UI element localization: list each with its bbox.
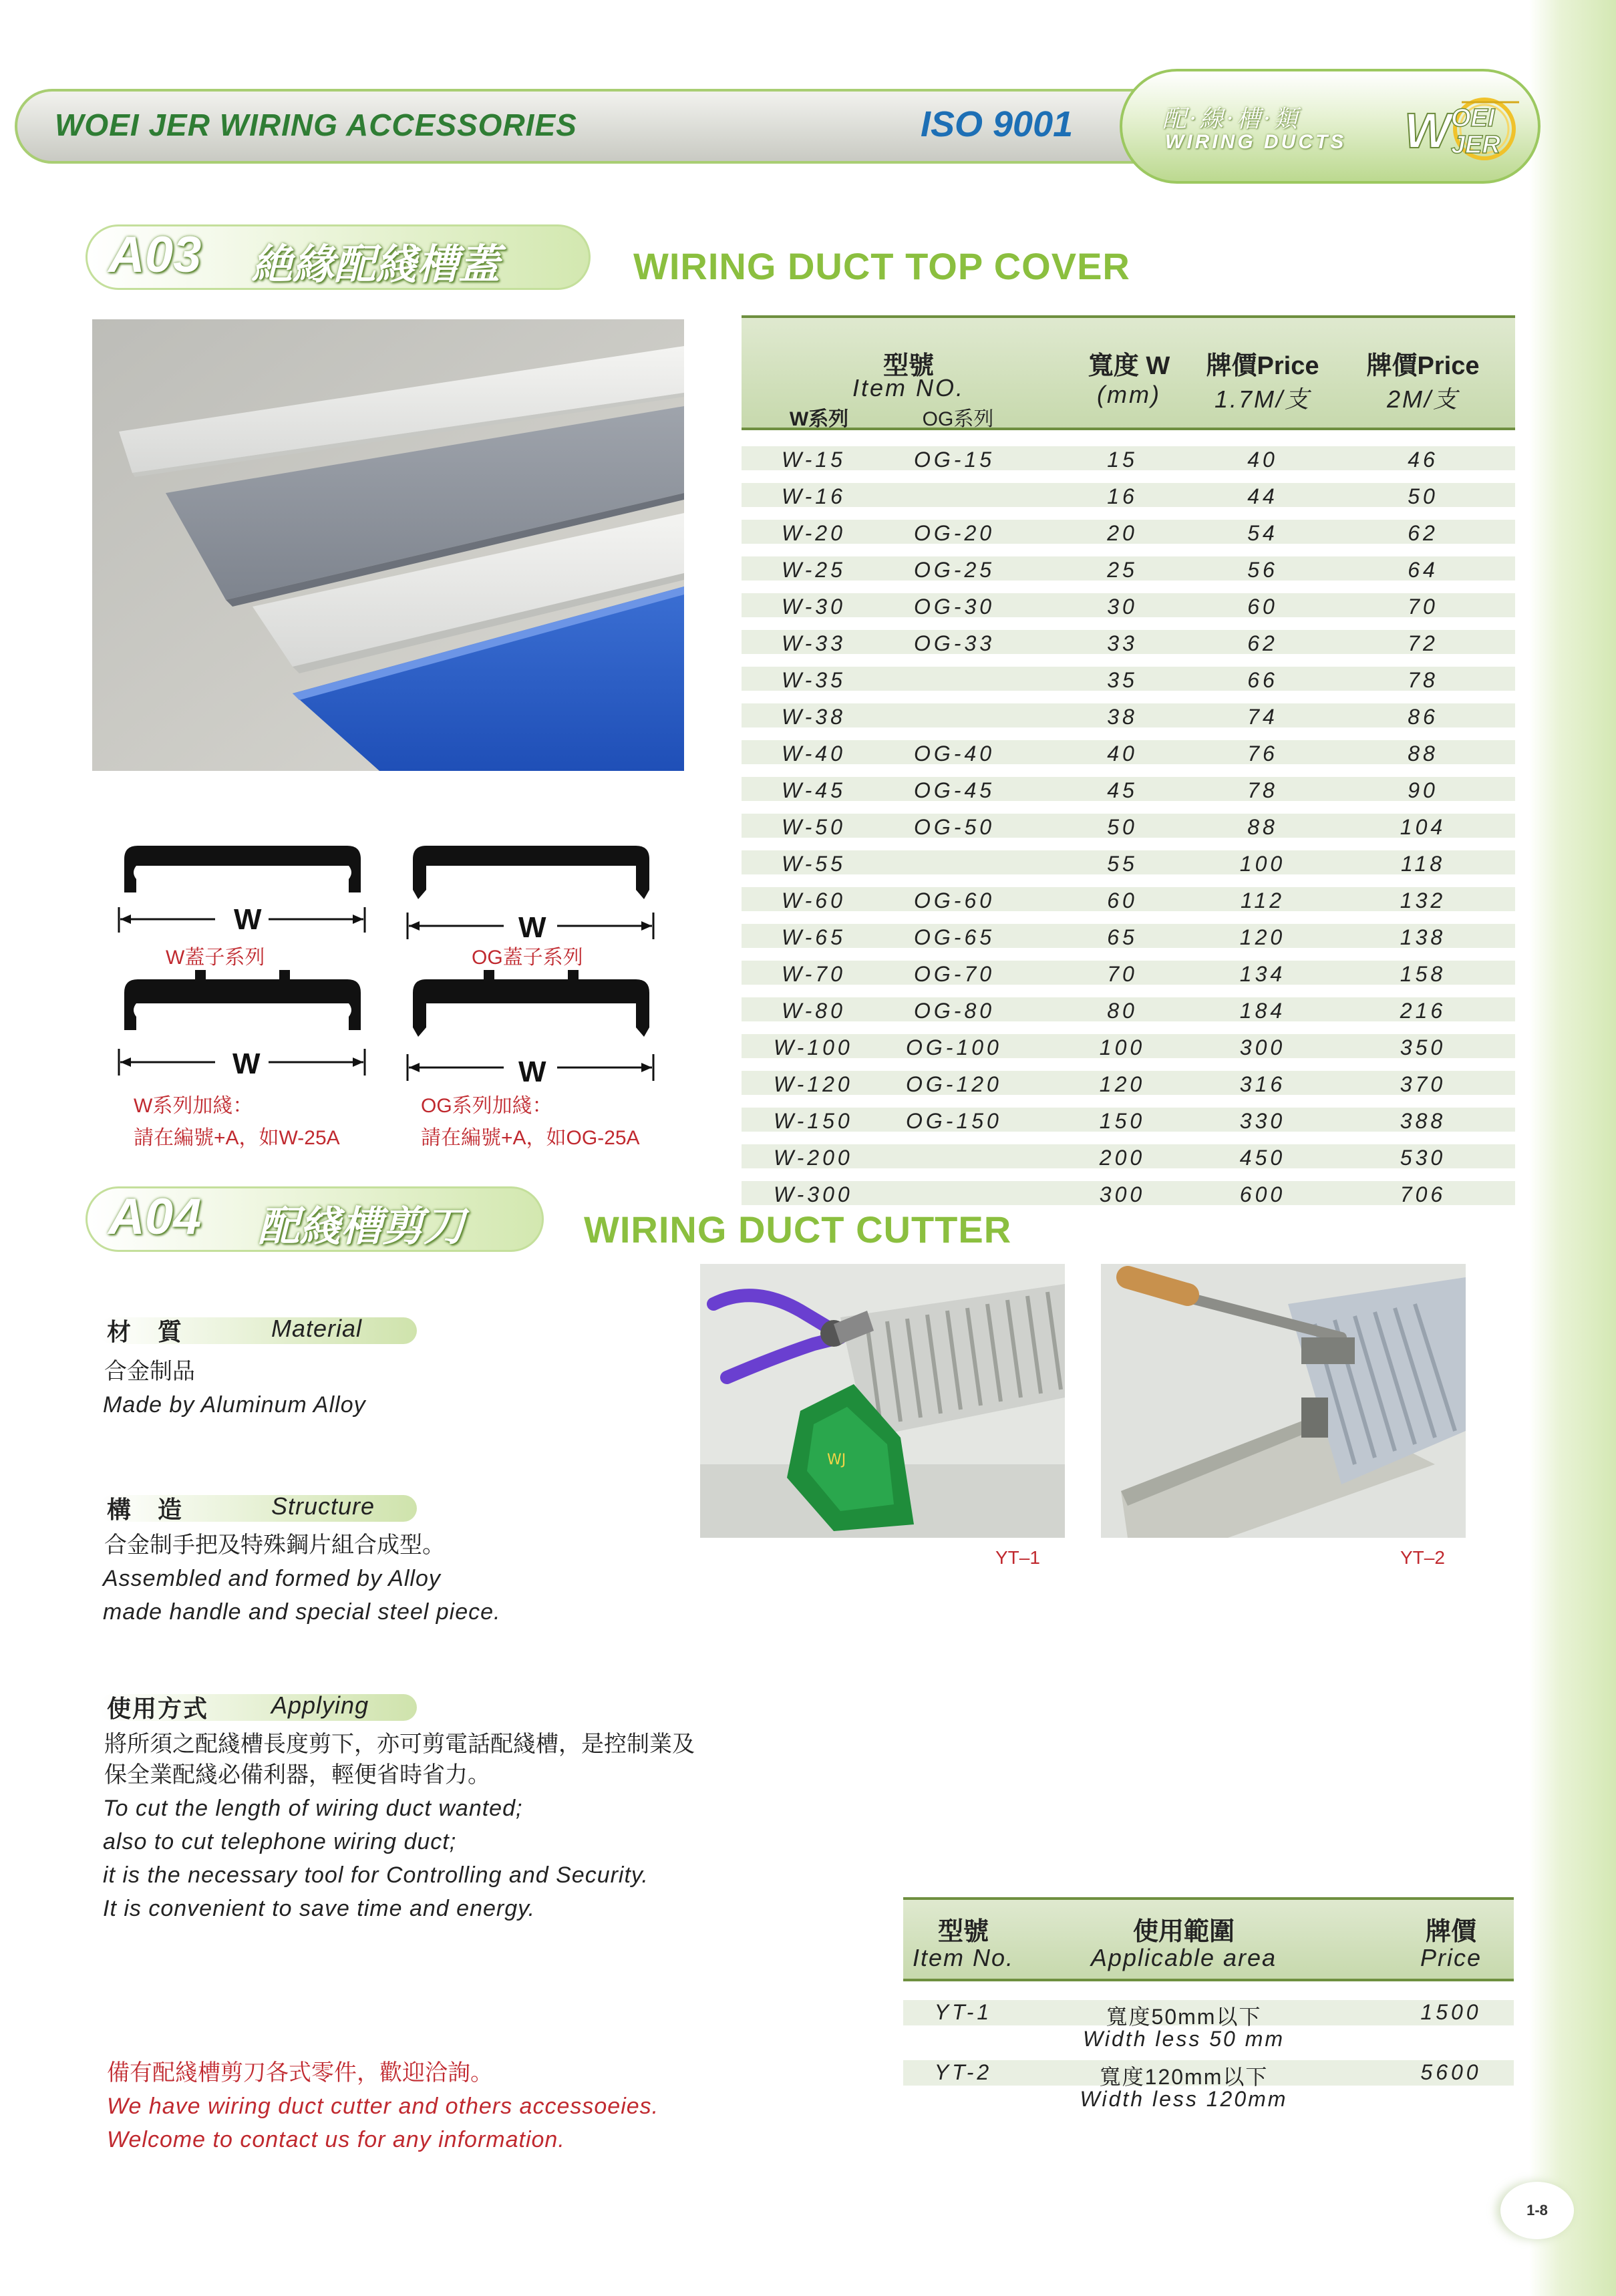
cell-price-2: 706 [1400, 1182, 1446, 1206]
cutter-table-header [903, 1897, 1514, 1981]
cell-width: 15 [1107, 448, 1138, 472]
yt1-cutter-photo [700, 1264, 1065, 1538]
iso-label: ISO 9001 [921, 104, 1074, 144]
a04-title-cn: 配綫槽剪刀 [258, 1202, 466, 1251]
cell-price-17: 40 [1247, 448, 1278, 472]
cell-price-17: 60 [1247, 595, 1278, 619]
cell-price-2: 118 [1400, 852, 1445, 876]
cell-price-2: 104 [1400, 815, 1446, 839]
cell-width: 120 [1099, 1072, 1146, 1096]
table-row [742, 954, 1515, 991]
cell-width: 70 [1107, 962, 1138, 986]
cell-og-item: OG-100 [906, 1035, 1002, 1059]
table-row [742, 807, 1515, 844]
cell-price-2: 62 [1408, 521, 1438, 545]
cell-w-item: W-38 [782, 705, 846, 729]
cell-price-17: 78 [1247, 778, 1278, 802]
a03-title-en: WIRING DUCT TOP COVER [633, 245, 1130, 287]
th-price-17-unit: 1.7M/支 [1214, 385, 1311, 413]
cell-width: 65 [1107, 925, 1138, 949]
table-header [742, 315, 1515, 430]
cell-og-item: OG-45 [914, 778, 995, 802]
yt2-cutter-photo [1101, 1264, 1466, 1538]
cell-og-item: OG-40 [914, 742, 995, 766]
cell-og-item: OG-25 [914, 558, 995, 582]
cell-price-2: 158 [1400, 962, 1446, 986]
duct-cover-photo [92, 319, 684, 771]
cell-width: 35 [1107, 668, 1138, 692]
w-letter-3: W [232, 1047, 261, 1080]
cell-price-17: 74 [1247, 705, 1278, 729]
cell-w-item: W-70 [782, 962, 846, 986]
cell-og-item: OG-50 [914, 815, 995, 839]
a03-code: A03 [108, 226, 202, 283]
th-price-2: 牌價Price [1366, 352, 1480, 380]
material-text-cn: 合金制品 [104, 1359, 195, 1384]
cell-og-item: OG-60 [914, 888, 995, 913]
w-letter-4: W [518, 1055, 546, 1088]
yt1-caption: YT–1 [995, 1547, 1040, 1568]
cell-w-item: W-20 [782, 521, 846, 545]
cell-price-17: 100 [1239, 852, 1286, 876]
w-series-label: W蓋子系列 [166, 947, 265, 969]
cell-width: 60 [1107, 888, 1138, 913]
cell-og-item: OG-20 [914, 521, 995, 545]
cell-price-17: 66 [1247, 668, 1278, 692]
svg-text:OEI: OEI [1451, 104, 1495, 132]
cell-width: 80 [1107, 999, 1138, 1023]
cell-width: 30 [1107, 595, 1138, 619]
cell-price-17: 44 [1247, 484, 1278, 508]
cutter-area-cn: 寬度50mm以下 [1106, 2005, 1262, 2029]
cell-price-2: 78 [1408, 668, 1438, 692]
structure-text-cn: 合金制手把及特殊鋼片組合成型。 [104, 1532, 445, 1558]
table-row [742, 513, 1515, 550]
th-item-cn: 型號 [882, 352, 934, 380]
cell-price-2: 370 [1400, 1072, 1446, 1096]
cell-price-17: 62 [1247, 631, 1278, 655]
cell-w-item: W-15 [782, 448, 846, 472]
cell-og-item: OG-65 [914, 925, 995, 949]
badge-cn-text: 配·線·槽·類 [1162, 106, 1301, 133]
side-band [1529, 0, 1616, 2296]
cell-price-2: 88 [1408, 742, 1438, 766]
table-body [742, 430, 1515, 1211]
structure-text-en-1: Assembled and formed by Alloy [103, 1566, 441, 1591]
woei-jer-logo [1398, 96, 1524, 162]
cell-og-item: OG-15 [914, 448, 995, 472]
cell-width: 200 [1099, 1146, 1146, 1170]
cell-price-2: 90 [1408, 778, 1438, 802]
cell-og-item: OG-30 [914, 595, 995, 619]
cell-price-17: 134 [1239, 962, 1286, 986]
cell-width: 25 [1107, 558, 1138, 582]
cell-w-item: W-33 [782, 631, 846, 655]
table-row [742, 476, 1515, 513]
cell-price-2: 50 [1408, 484, 1438, 508]
cell-price-2: 132 [1400, 888, 1446, 913]
cell-width: 45 [1107, 778, 1138, 802]
cell-price-17: 184 [1239, 999, 1286, 1023]
table-row [742, 917, 1515, 954]
cutter-price-table [903, 1897, 1514, 2111]
cell-width: 50 [1107, 815, 1138, 839]
cell-w-item: W-100 [774, 1035, 853, 1059]
cutter-item: YT-2 [934, 2060, 993, 2084]
cell-price-2: 72 [1408, 631, 1438, 655]
cutter-row-yt1 [903, 1991, 1514, 2051]
table-row [742, 733, 1515, 770]
a04-code: A04 [108, 1188, 202, 1245]
svg-text:W: W [1404, 103, 1451, 158]
cell-price-2: 64 [1408, 558, 1438, 582]
cell-w-item: W-80 [782, 999, 846, 1023]
notice-en-1: We have wiring duct cutter and others accessoeies. [107, 2094, 659, 2119]
cell-price-17: 76 [1247, 742, 1278, 766]
cell-width: 16 [1107, 484, 1138, 508]
cell-og-item: OG-70 [914, 962, 995, 986]
a03-title-cn: 絶緣配綫槽蓋 [251, 240, 500, 289]
cell-w-item: W-65 [782, 925, 846, 949]
table-row [742, 697, 1515, 733]
cell-w-item: W-50 [782, 815, 846, 839]
applying-text-cn-2: 保全業配綫必備利器，輕便省時省力。 [104, 1762, 490, 1788]
th2-area-en: Applicable area [1090, 1944, 1277, 1971]
w-letter-1: W [234, 903, 262, 936]
cutter-area-cn: 寬度120mm以下 [1099, 2065, 1269, 2089]
material-label-cn: 材 質 [107, 1318, 184, 1345]
material-label-en: Material [271, 1315, 363, 1342]
cell-width: 150 [1099, 1109, 1146, 1133]
cell-price-17: 88 [1247, 815, 1278, 839]
cell-price-17: 316 [1239, 1072, 1286, 1096]
th2-item-cn: 型號 [937, 1918, 989, 1946]
th-price-17: 牌價Price [1206, 352, 1319, 380]
badge-en-text: WIRING DUCTS [1165, 131, 1347, 153]
applying-label-en: Applying [271, 1691, 369, 1719]
cell-og-item: OG-150 [906, 1109, 1002, 1133]
cell-width: 300 [1099, 1182, 1146, 1206]
structure-label-cn: 構 造 [107, 1496, 184, 1523]
cell-price-17: 120 [1239, 925, 1286, 949]
cell-price-17: 450 [1239, 1146, 1286, 1170]
a04-title-en: WIRING DUCT CUTTER [584, 1208, 1012, 1251]
applying-text-en-1: To cut the length of wiring duct wanted; [103, 1796, 523, 1821]
cell-w-item: W-300 [774, 1182, 853, 1206]
structure-label-en: Structure [271, 1492, 375, 1520]
cutter-area-en: Width less 120mm [1080, 2087, 1288, 2111]
table-row [742, 770, 1515, 807]
table-row [742, 550, 1515, 587]
cell-price-2: 350 [1400, 1035, 1446, 1059]
w-letter-2: W [518, 911, 546, 944]
table-row [742, 440, 1515, 476]
cell-w-item: W-45 [782, 778, 846, 802]
th-width-unit: (mm) [1097, 381, 1161, 408]
notice-cn: 備有配綫槽剪刀各式零件，歡迎洽詢。 [107, 2060, 493, 2086]
applying-text-en-4: It is convenient to save time and energy. [103, 1896, 536, 1921]
cell-width: 38 [1107, 705, 1138, 729]
cell-price-2: 388 [1400, 1109, 1446, 1133]
page-number: 1-8 [1500, 2182, 1574, 2239]
w-reinforced-note-1: W系列加綫： [134, 1095, 253, 1117]
table-row [742, 1027, 1515, 1064]
cell-og-item: OG-33 [914, 631, 995, 655]
cell-w-item: W-60 [782, 888, 846, 913]
cutter-price: 1500 [1420, 2000, 1482, 2024]
cell-price-17: 330 [1239, 1109, 1286, 1133]
cell-price-2: 216 [1400, 999, 1446, 1023]
table-row [742, 1174, 1515, 1211]
notice-en-2: Welcome to contact us for any information. [107, 2127, 565, 2152]
cutter-row-yt2 [903, 2051, 1514, 2111]
th-og-series: OG系列 [922, 408, 994, 430]
cell-w-item: W-150 [774, 1109, 853, 1133]
og-reinforced-note-1: OG系列加綫： [421, 1095, 552, 1117]
cell-price-17: 112 [1240, 888, 1285, 913]
applying-text-en-2: also to cut telephone wiring duct; [103, 1829, 457, 1854]
cell-price-2: 530 [1400, 1146, 1446, 1170]
og-series-label: OG蓋子系列 [472, 947, 583, 969]
th2-area-cn: 使用範圍 [1132, 1918, 1235, 1946]
cell-price-2: 86 [1408, 705, 1438, 729]
w-reinforced-note-2: 請在編號+A，如W-25A [134, 1127, 340, 1149]
cell-price-17: 54 [1247, 521, 1278, 545]
yt2-caption: YT–2 [1400, 1547, 1445, 1568]
svg-text:WJ: WJ [827, 1452, 846, 1468]
cell-w-item: W-16 [782, 484, 846, 508]
company-title: WOEI JER WIRING ACCESSORIES [55, 108, 577, 142]
th2-price-en: Price [1420, 1944, 1482, 1971]
cell-w-item: W-35 [782, 668, 846, 692]
cell-width: 33 [1107, 631, 1138, 655]
cell-price-2: 138 [1400, 925, 1446, 949]
table-row [742, 880, 1515, 917]
cell-w-item: W-55 [782, 852, 846, 876]
cell-price-2: 46 [1408, 448, 1438, 472]
th-price-2-unit: 2M/支 [1386, 385, 1459, 413]
th-width: 寬度 W [1088, 352, 1170, 380]
table-row [742, 587, 1515, 623]
table-row [742, 623, 1515, 660]
cell-w-item: W-30 [782, 595, 846, 619]
applying-text-en-3: it is the necessary tool for Controlling and Security. [103, 1862, 649, 1888]
cell-og-item: OG-80 [914, 999, 995, 1023]
th-w-series: W系列 [789, 408, 849, 430]
table-row [742, 844, 1515, 880]
th2-price-cn: 牌價 [1425, 1918, 1476, 1946]
cell-w-item: W-25 [782, 558, 846, 582]
cell-width: 20 [1107, 521, 1138, 545]
cutter-area-en: Width less 50 mm [1083, 2027, 1285, 2051]
cell-w-item: W-120 [774, 1072, 853, 1096]
svg-text:JER: JER [1451, 131, 1500, 159]
cell-price-17: 300 [1239, 1035, 1286, 1059]
cutter-item: YT-1 [934, 2000, 993, 2024]
cell-price-17: 600 [1239, 1182, 1286, 1206]
cell-width: 55 [1107, 852, 1138, 876]
cell-price-2: 70 [1408, 595, 1438, 619]
table-row [742, 1064, 1515, 1101]
cell-width: 40 [1107, 742, 1138, 766]
cell-width: 100 [1099, 1035, 1146, 1059]
cell-og-item: OG-120 [906, 1072, 1002, 1096]
table-row [742, 1101, 1515, 1138]
table-row [742, 991, 1515, 1027]
th-item-en: Item NO. [852, 374, 965, 401]
table-row [742, 660, 1515, 697]
applying-label-cn: 使用方式 [107, 1695, 209, 1722]
og-reinforced-note-2: 請在編號+A，如OG-25A [421, 1127, 640, 1149]
applying-text-cn-1: 將所須之配綫槽長度剪下，亦可剪電話配綫槽，是控制業及 [104, 1732, 695, 1757]
th2-item-en: Item No. [912, 1944, 1015, 1971]
top-cover-price-table [742, 315, 1515, 1211]
cutter-price: 5600 [1420, 2060, 1482, 2084]
cell-w-item: W-200 [774, 1146, 853, 1170]
cell-price-17: 56 [1247, 558, 1278, 582]
table-row [742, 1138, 1515, 1174]
structure-text-en-2: made handle and special steel piece. [103, 1599, 501, 1625]
material-text-en: Made by Aluminum Alloy [103, 1392, 366, 1418]
cell-w-item: W-40 [782, 742, 846, 766]
